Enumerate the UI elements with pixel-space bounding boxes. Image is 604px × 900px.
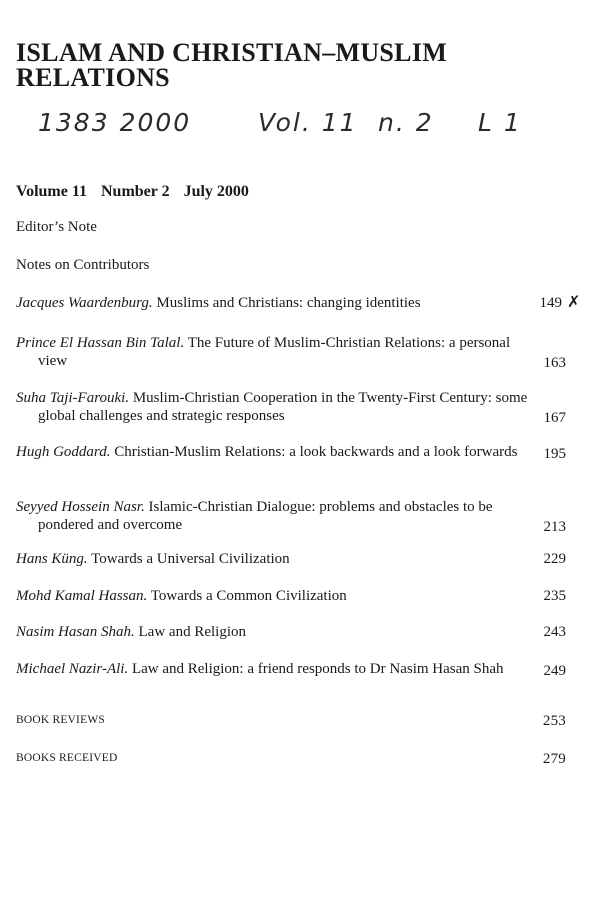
editors-note: Editor’s Note — [16, 219, 97, 235]
toc-author: Seyyed Hossein Nasr. — [16, 499, 145, 515]
toc-title: Towards a Universal Civilization — [91, 551, 290, 567]
handwritten-volume: Vol. 11 — [258, 108, 358, 137]
toc-entry — [16, 660, 576, 678]
toc-author: Jacques Waardenburg. — [16, 295, 153, 311]
toc-author: Michael Nazir-Ali. — [16, 661, 129, 677]
toc-page: 249 — [543, 663, 566, 679]
handwritten-code: 1383 2000 — [38, 108, 192, 137]
handwritten-check-mark: ✗ — [567, 292, 581, 311]
toc-entry — [16, 389, 576, 425]
toc-title: Christian-Muslim Relations: a look backwards and a look forwards — [114, 444, 518, 460]
toc-title: Law and Religion — [138, 624, 246, 640]
toc-page: 163 — [543, 355, 566, 371]
toc-entry — [16, 334, 576, 370]
toc-page: 229 — [543, 551, 566, 567]
toc-author: Nasim Hasan Shah. — [16, 624, 135, 640]
toc-entry — [16, 443, 576, 461]
toc-entry — [16, 623, 576, 641]
toc-page: 243 — [543, 624, 566, 640]
toc-title: The Future of Muslim-Christian Relations: a personal view — [38, 335, 511, 369]
toc-entry — [16, 498, 576, 534]
toc-title: Islamic-Christian Dialogue: problems and obstacles to be pondered and overcome — [38, 499, 493, 533]
toc-page: 235 — [543, 588, 566, 604]
toc-page: 149 — [539, 295, 562, 311]
journal-title: ISLAM AND CHRISTIAN–MUSLIM RELATIONS — [16, 38, 448, 92]
toc-title: Muslim-Christian Cooperation in the Twenty-First Century: some global challenges and strategic responses — [38, 390, 528, 424]
toc-title: Law and Religion: a friend responds to Dr Nasim Hasan Shah — [131, 661, 504, 677]
toc-author: Hugh Goddard. — [16, 444, 111, 460]
toc-entry — [16, 550, 576, 568]
toc-page: 195 — [543, 446, 566, 462]
issue-info — [16, 183, 259, 201]
toc-entry — [16, 294, 576, 312]
handwritten-location: L 1 — [478, 108, 522, 137]
toc-page: 213 — [543, 519, 566, 535]
toc-author: Mohd Kamal Hassan. — [16, 588, 148, 604]
section-label: BOOKS RECEIVED — [16, 752, 118, 764]
section-page: 279 — [542, 751, 566, 767]
toc-title: Towards a Common Civilization — [150, 588, 347, 604]
section-book-reviews — [16, 713, 576, 729]
issue-number: Number 2 — [100, 183, 170, 200]
toc-author: Hans Küng. — [16, 551, 88, 567]
toc-author: Suha Taji-Farouki. — [16, 390, 130, 406]
section-books-received — [16, 751, 576, 767]
toc-page: 167 — [543, 410, 566, 426]
issue-volume: Volume 11 — [16, 183, 87, 200]
section-label: BOOK REVIEWS — [16, 714, 105, 726]
toc-title: Muslims and Christians: changing identities — [156, 295, 421, 311]
handwritten-number: n. 2 — [378, 108, 434, 137]
toc-entry — [16, 587, 576, 605]
toc-author: Prince El Hassan Bin Talal. — [16, 335, 185, 351]
issue-date: July 2000 — [183, 183, 249, 200]
section-page: 253 — [542, 713, 566, 729]
notes-on-contributors: Notes on Contributors — [16, 257, 150, 273]
